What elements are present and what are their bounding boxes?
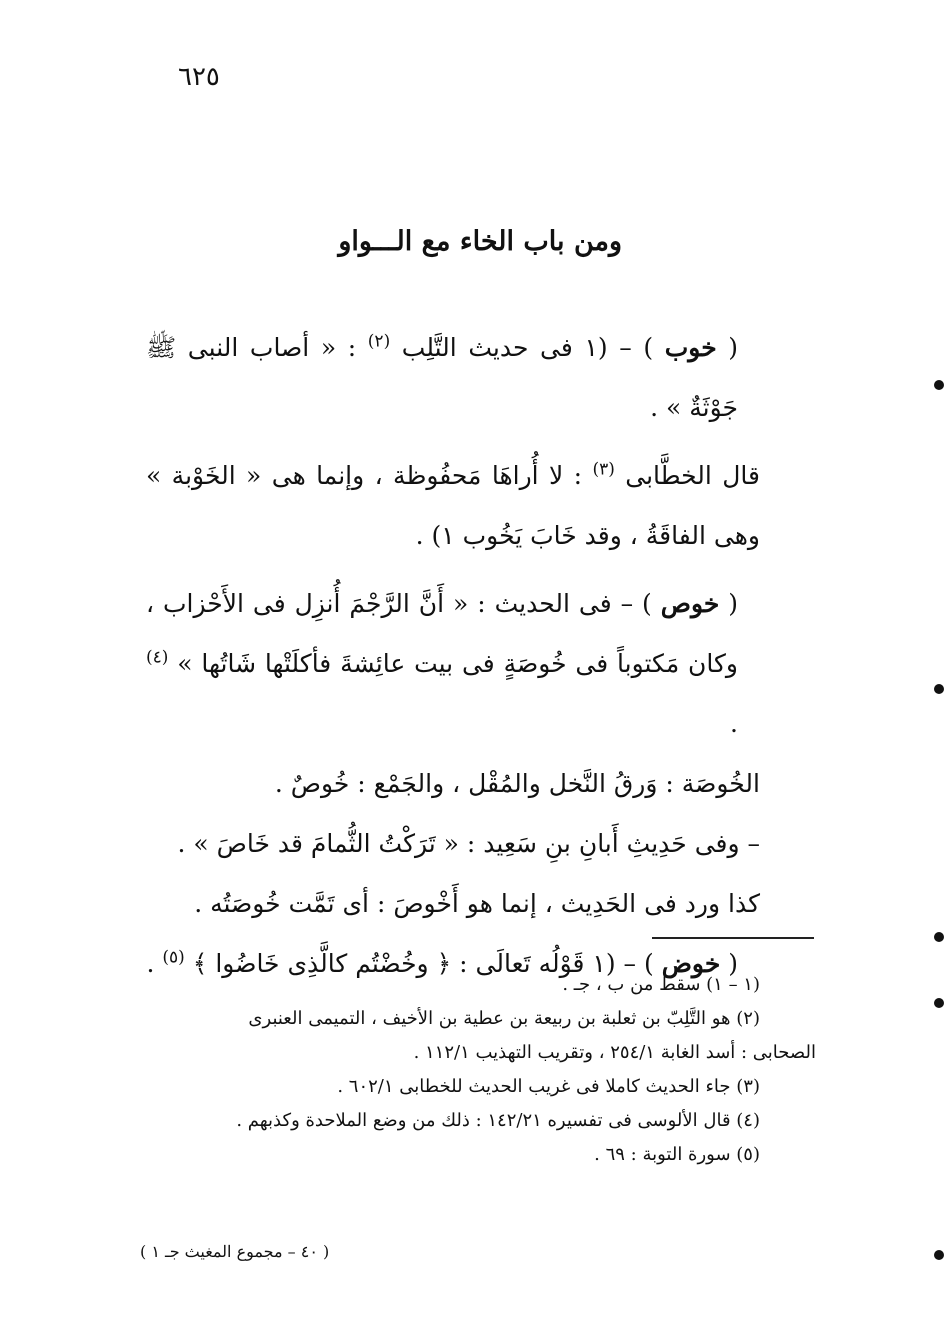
entry-word-khawb: خوب [664, 333, 717, 362]
chapter-title: ومن باب الخاء مع الـــواو [338, 226, 622, 257]
footnote-2: (٢) هو التَّلِبّ بن ثعلبة بن ربيعة بن عطية بن الأخيف ، التميمى العنبرى [248, 1008, 760, 1029]
footnote-2-continued: الصحابى : أسد الغابة ٢٥٤/١ ، وتقريب التهذيب ١١٢/١ . [413, 1042, 816, 1063]
body-text [146, 318, 816, 994]
footnote-ref-5: (٥) [162, 947, 185, 968]
footnote-3: (٣) جاء الحديث كاملا فى غريب الحديث للخطابى ٦٠٢/١ . [337, 1076, 760, 1097]
edge-mark [934, 998, 944, 1008]
entry-khaws: ( خوص ) – فى الحديث : « أَنَّ الرَّجْمَ أُنزِل فى الأَحْزاب ، وكان مَكتوباً فى خُوصَةٍ فى بيت عائِشةَ فأكلَتْها شَاتُها » $^{(٤)}$ . [146, 589, 739, 738]
footnote-divider [652, 937, 814, 939]
footnote-ref-4: (٤) [146, 647, 169, 668]
signature-line: ( ٤٠ – مجموع المغيث جـ ١ ) [140, 1242, 330, 1261]
entry-khawd: ( خوض ) – (١ قَوْلُه تَعالَى : ﴿ وخُضْتُم كالَّذِى خَاضُوا ﴾ $^{(٥)}$ . [146, 947, 738, 978]
edge-mark [934, 932, 944, 942]
footnote-1: (١ – ١) سقط من ب ، جـ . [562, 974, 760, 995]
paragraph-kadha: كذا ورد فى الحَدِيث ، إنما هو أَخْوصَ : أى تَمَّت خُوصَتُه . [194, 889, 760, 918]
footnote-ref-2: (٢) [367, 331, 391, 352]
paragraph-khawsa-definition: الخُوصَة : وَرقُ النَّخل والمُقْل ، والجَمْع : خُوصٌ . [274, 769, 760, 798]
entry-word-khaws: خوص [660, 589, 720, 618]
page-number: ٦٢٥ [178, 62, 220, 92]
edge-mark [934, 1250, 944, 1260]
footnote-ref-3: (٣) [592, 459, 615, 480]
edge-mark [934, 380, 944, 390]
paragraph-aban-hadith: – وفى حَدِيثِ أَبانِ بنِ سَعِيد : « تَرَكْتُ الثُّمامَ قد خَاصَ » . [177, 829, 760, 858]
entry-khawb: ( خوب ) – (١ فى حديث التَّلِب $^{(٢)}$ : « أصاب النبى ﷺ جَوْثَةٌ » . [146, 331, 739, 422]
footnotes [146, 968, 816, 1172]
paragraph-khattabi: قال الخطَّابى $^{(٣)}$ : لا أُراهَا مَحفُوظة ، وإنما هى « الخَوْبة » وهى الفاقَةُ ، وقد خَابَ يَخُوب ١) . [146, 459, 760, 550]
footnote-5: (٥) سورة التوبة : ٦٩ . [594, 1144, 760, 1165]
edge-mark [934, 684, 944, 694]
entry-word-khawd: خوض [661, 949, 721, 978]
footnote-4: (٤) قال الألوسى فى تفسيره ١٤٢/٢١ : ذلك من وضع الملاحدة وكذبهم . [236, 1110, 760, 1131]
